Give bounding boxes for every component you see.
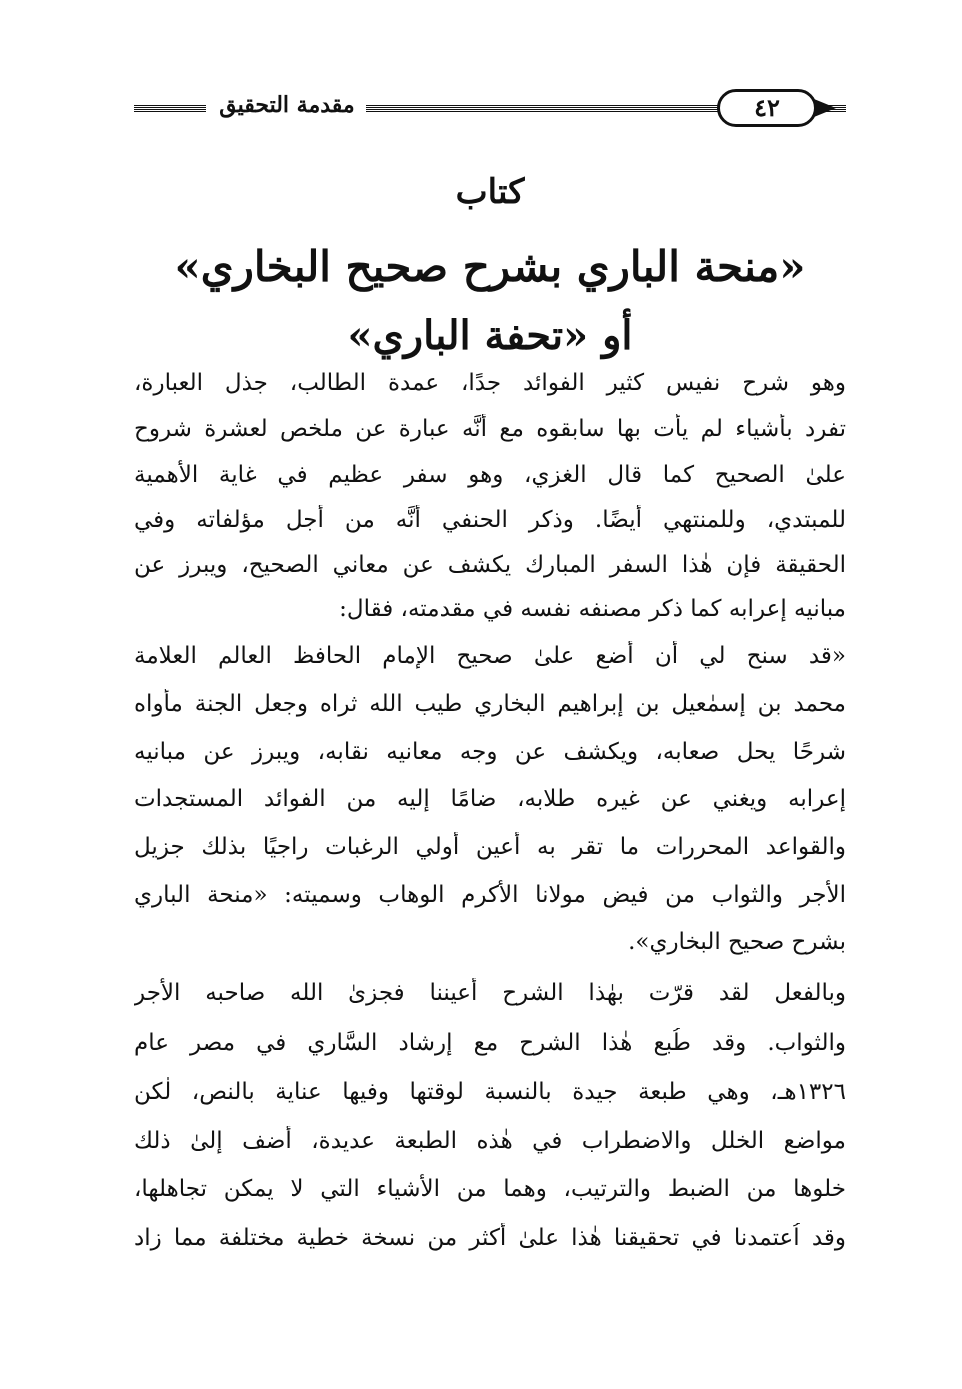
text-line: وبالفعل لقد قرّت بهٰذا الشرح أعيننا فجزىٰ الله صاحبه الأجر — [134, 980, 846, 1006]
text-line: والقواعد المحررات ما تقر به أعين أولي الرغبات راجيًا بذلك جزيل — [134, 834, 846, 860]
page-number-badge: ٤٢ — [717, 89, 817, 127]
text-line: وقد اُعتمدنا في تحقيقنا هٰذا علىٰ أكثر من نسخة خطية مختلفة مما زاد — [134, 1225, 846, 1251]
text-line: الأجر والثواب من فيض مولانا الأكرم الوهاب وسميته: «منحة الباري — [134, 882, 846, 908]
section-title: مقدمة التحقيق — [219, 92, 355, 118]
text-line: مبانيه إعرابه كما ذكر مصنفه نفسه في مقدمته، فقال: — [339, 596, 846, 622]
text-line: وهو شرح نفيس كثير الفوائد جدًا، عمدة الطالب، جذل العبارة، — [134, 370, 846, 396]
text-line: شرحًا يحل صعابه، ويكشف عن وجه معانيه نقابه، ويبرز عن مبانيه — [134, 739, 846, 765]
text-line: مواضع الخلل والاضطراب في هٰذه الطبعة عديدة، أضف إلىٰ ذلك — [134, 1128, 846, 1154]
book-label: كتاب — [455, 172, 525, 212]
header-rule-left — [134, 105, 206, 112]
book-title: «منحة الباري بشرح صحيح البخاري» — [174, 242, 806, 291]
text-line: تفرد بأشياء لم يأت بها سابقوه مع أنَّه عبارة عن ملخص لعشرة شروح — [134, 416, 846, 442]
text-line: إعرابه ويغني عن غيره طلابه، ضامًا إليه من الفوائد المستجدات — [134, 786, 846, 812]
text-line: والثواب. وقد طُبع هٰذا الشرح مع إرشاد السَّاري في مصر عام — [134, 1030, 846, 1056]
text-line: محمد بن إسمٰعيل بن إبراهيم البخاري طيب الله ثراه وجعل الجنة مأواه — [134, 691, 846, 717]
text-line: خلوها من الضبط والترتيب، وهما من الأشياء التي لا يمكن تجاهلها، — [134, 1176, 846, 1202]
badge-ornament — [814, 99, 836, 117]
alt-title: أو «تحفة الباري» — [347, 312, 633, 359]
running-header — [134, 86, 846, 132]
text-line: الحقيقة فإن هٰذا السفر المبارك يكشف عن معاني الصحيح، ويبرز عن — [134, 552, 846, 578]
text-line: بشرح صحيح البخاري». — [628, 929, 846, 955]
text-line: علىٰ الصحيح كما قال الغزي، وهو سفر عظيم في غاية الأهمية — [134, 462, 846, 488]
text-line: للمبتدي، وللمنتهي أيضًا. وذكر الحنفي أنَّه من أجل مؤلفاته وفي — [134, 507, 846, 533]
text-line: «قد سنح لي أن أضع علىٰ صحيح الإمام الحافظ العالم العلامة — [134, 643, 846, 669]
text-line: ١٣٢٦هـ، وهي طبعة جيدة بالنسبة لوقتها وفيها عناية بالنص، لٰكن — [134, 1079, 846, 1105]
